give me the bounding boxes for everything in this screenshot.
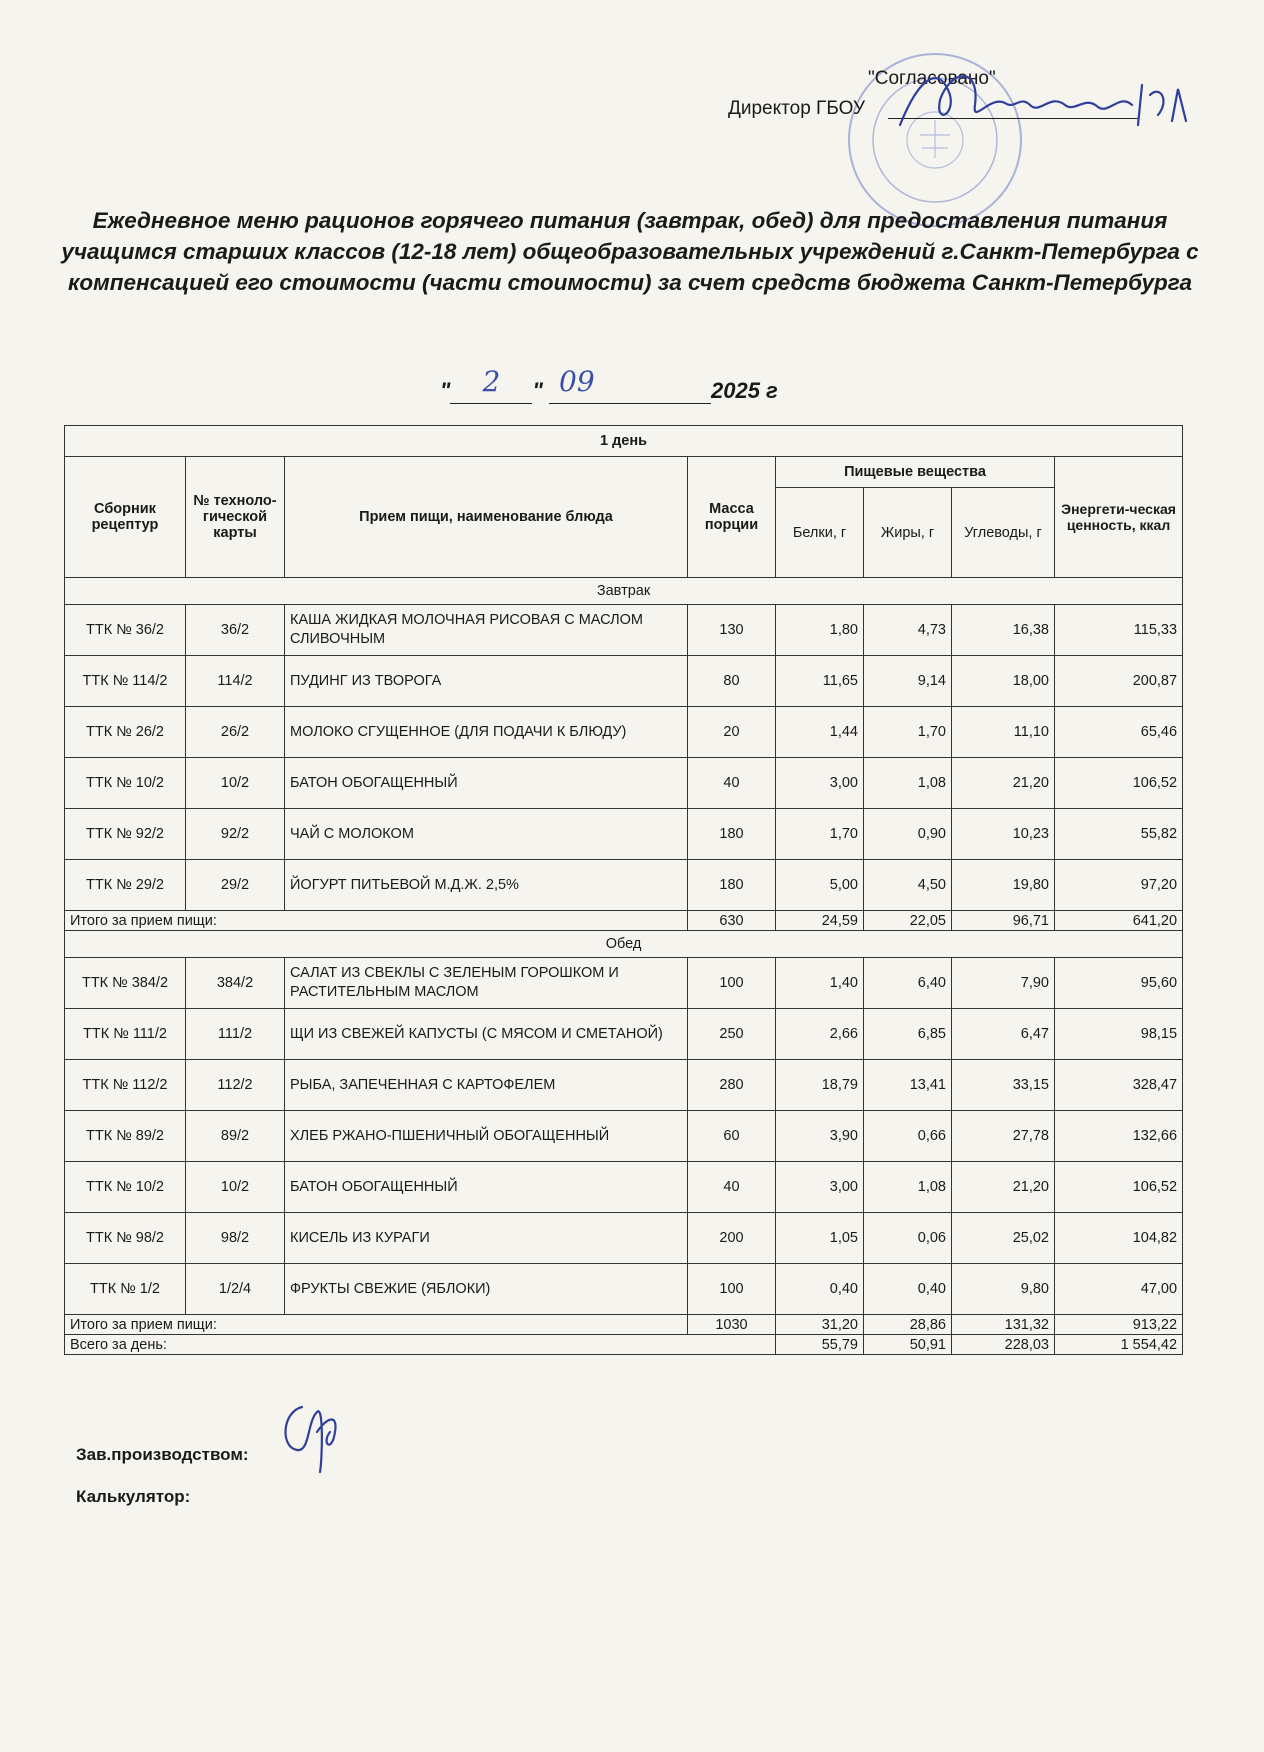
protein-cell: 3,00 <box>776 758 864 809</box>
protein-cell: 1,40 <box>776 958 864 1009</box>
tech-card-cell: 112/2 <box>186 1060 285 1111</box>
protein-cell: 1,80 <box>776 605 864 656</box>
recipe-book-cell: ТТК № 1/2 <box>65 1264 186 1315</box>
header-nutrients: Пищевые вещества <box>776 457 1055 488</box>
recipe-book-cell: ТТК № 89/2 <box>65 1111 186 1162</box>
mass-cell: 40 <box>688 1162 776 1213</box>
carbs-cell: 21,20 <box>952 1162 1055 1213</box>
carbs-cell: 11,10 <box>952 707 1055 758</box>
energy-cell: 95,60 <box>1055 958 1183 1009</box>
dish-name-cell: БАТОН ОБОГАЩЕННЫЙ <box>285 758 688 809</box>
recipe-book-cell: ТТК № 111/2 <box>65 1009 186 1060</box>
recipe-book-cell: ТТК № 92/2 <box>65 809 186 860</box>
protein-cell: 1,05 <box>776 1213 864 1264</box>
tech-card-cell: 10/2 <box>186 1162 285 1213</box>
protein-cell: 3,00 <box>776 1162 864 1213</box>
mass-cell: 280 <box>688 1060 776 1111</box>
tech-card-cell: 10/2 <box>186 758 285 809</box>
carbs-cell: 19,80 <box>952 860 1055 911</box>
table-row <box>65 958 1183 1009</box>
recipe-book-cell: ТТК № 10/2 <box>65 1162 186 1213</box>
dish-name-cell: РЫБА, ЗАПЕЧЕННАЯ С КАРТОФЕЛЕМ <box>285 1060 688 1111</box>
carbs-cell: 18,00 <box>952 656 1055 707</box>
day-header-row <box>65 426 1183 457</box>
header-row <box>65 457 1183 488</box>
mass-cell: 180 <box>688 809 776 860</box>
day-total-carbs-cell: 228,03 <box>952 1335 1055 1355</box>
table-row <box>65 1162 1183 1213</box>
fat-cell: 0,66 <box>864 1111 952 1162</box>
day-total-row <box>65 1335 1183 1355</box>
fat-cell: 6,40 <box>864 958 952 1009</box>
director-signature <box>880 55 1210 145</box>
agreed-label: "Согласовано" <box>868 68 996 89</box>
dish-name-cell: ЧАЙ С МОЛОКОМ <box>285 809 688 860</box>
table-row <box>65 1009 1183 1060</box>
dish-name-cell: ЙОГУРТ ПИТЬЕВОЙ М.Д.Ж. 2,5% <box>285 860 688 911</box>
carbs-cell: 16,38 <box>952 605 1055 656</box>
total-energy-cell: 641,20 <box>1055 911 1183 931</box>
protein-cell: 3,90 <box>776 1111 864 1162</box>
recipe-book-cell: ТТК № 29/2 <box>65 860 186 911</box>
table-row <box>65 1264 1183 1315</box>
table-row <box>65 1111 1183 1162</box>
menu-table <box>64 425 1183 1355</box>
fat-cell: 0,40 <box>864 1264 952 1315</box>
section-title: Обед <box>65 931 1183 958</box>
header-name: Прием пищи, наименование блюда <box>285 457 688 578</box>
energy-cell: 104,82 <box>1055 1213 1183 1264</box>
dish-name-cell: ЩИ ИЗ СВЕЖЕЙ КАПУСТЫ (С МЯСОМ И СМЕТАНОЙ) <box>285 1009 688 1060</box>
fat-cell: 4,73 <box>864 605 952 656</box>
table-row <box>65 1060 1183 1111</box>
dish-name-cell: БАТОН ОБОГАЩЕННЫЙ <box>285 1162 688 1213</box>
total-fat-cell: 22,05 <box>864 911 952 931</box>
fat-cell: 1,08 <box>864 1162 952 1213</box>
mass-cell: 80 <box>688 656 776 707</box>
mass-cell: 130 <box>688 605 776 656</box>
table-row <box>65 707 1183 758</box>
header-card: № техноло-гической карты <box>186 457 285 578</box>
tech-card-cell: 114/2 <box>186 656 285 707</box>
table-row <box>65 809 1183 860</box>
day-value: 2 <box>482 365 501 398</box>
energy-cell: 200,87 <box>1055 656 1183 707</box>
year-value: 2025 г <box>711 378 778 403</box>
tech-card-cell: 98/2 <box>186 1213 285 1264</box>
energy-cell: 47,00 <box>1055 1264 1183 1315</box>
dish-name-cell: САЛАТ ИЗ СВЕКЛЫ С ЗЕЛЕНЫМ ГОРОШКОМ И РАСТИТЕЛЬНЫМ МАСЛОМ <box>285 958 688 1009</box>
mass-cell: 40 <box>688 758 776 809</box>
energy-cell: 98,15 <box>1055 1009 1183 1060</box>
mass-cell: 60 <box>688 1111 776 1162</box>
mass-cell: 20 <box>688 707 776 758</box>
protein-cell: 1,70 <box>776 809 864 860</box>
fat-cell: 1,70 <box>864 707 952 758</box>
dish-name-cell: МОЛОКО СГУЩЕННОЕ (ДЛЯ ПОДАЧИ К БЛЮДУ) <box>285 707 688 758</box>
recipe-book-cell: ТТК № 10/2 <box>65 758 186 809</box>
mass-cell: 250 <box>688 1009 776 1060</box>
energy-cell: 97,20 <box>1055 860 1183 911</box>
recipe-book-cell: ТТК № 98/2 <box>65 1213 186 1264</box>
carbs-cell: 25,02 <box>952 1213 1055 1264</box>
recipe-book-cell: ТТК № 384/2 <box>65 958 186 1009</box>
dish-name-cell: ХЛЕБ РЖАНО-ПШЕНИЧНЫЙ ОБОГАЩЕННЫЙ <box>285 1111 688 1162</box>
carbs-cell: 7,90 <box>952 958 1055 1009</box>
document-title: Ежедневное меню рационов горячего питания (завтрак, обед) для предоставления питания учащимся старших классов (12-18 лет) общеобразовательных учреждений г.Санкт-Петербурга с компенсацией его стоимости (части стоимости) за счет средств бюджета Санкт-Петербурга <box>61 208 1199 295</box>
energy-cell: 106,52 <box>1055 758 1183 809</box>
table-row <box>65 758 1183 809</box>
protein-cell: 18,79 <box>776 1060 864 1111</box>
fat-cell: 0,06 <box>864 1213 952 1264</box>
header-book: Сборник рецептур <box>65 457 186 578</box>
carbs-cell: 10,23 <box>952 809 1055 860</box>
header-energy: Энергети-ческая ценность, ккал <box>1055 457 1183 578</box>
total-mass-cell: 630 <box>688 911 776 931</box>
total-carbs-cell: 131,32 <box>952 1315 1055 1335</box>
fat-cell: 4,50 <box>864 860 952 911</box>
dish-name-cell: КАША ЖИДКАЯ МОЛОЧНАЯ РИСОВАЯ С МАСЛОМ СЛИВОЧНЫМ <box>285 605 688 656</box>
energy-cell: 115,33 <box>1055 605 1183 656</box>
mass-cell: 100 <box>688 958 776 1009</box>
energy-cell: 55,82 <box>1055 809 1183 860</box>
meal-total-label: Итого за прием пищи: <box>65 1315 688 1335</box>
recipe-book-cell: ТТК № 26/2 <box>65 707 186 758</box>
day-total-protein-cell: 55,79 <box>776 1335 864 1355</box>
tech-card-cell: 92/2 <box>186 809 285 860</box>
table-row <box>65 1213 1183 1264</box>
table-row <box>65 860 1183 911</box>
tech-card-cell: 384/2 <box>186 958 285 1009</box>
tech-card-cell: 36/2 <box>186 605 285 656</box>
table-row <box>65 605 1183 656</box>
quote-close: " <box>532 378 543 403</box>
energy-cell: 132,66 <box>1055 1111 1183 1162</box>
day-total-energy-cell: 1 554,42 <box>1055 1335 1183 1355</box>
fat-cell: 6,85 <box>864 1009 952 1060</box>
protein-cell: 2,66 <box>776 1009 864 1060</box>
meal-total-row <box>65 1315 1183 1335</box>
carbs-cell: 27,78 <box>952 1111 1055 1162</box>
carbs-cell: 33,15 <box>952 1060 1055 1111</box>
meal-total-label: Итого за прием пищи: <box>65 911 688 931</box>
month-value: 09 <box>559 365 595 398</box>
carbs-cell: 9,80 <box>952 1264 1055 1315</box>
approval-block <box>0 0 1264 150</box>
total-mass-cell: 1030 <box>688 1315 776 1335</box>
tech-card-cell: 26/2 <box>186 707 285 758</box>
day-label: 1 день <box>65 426 1183 457</box>
section-row <box>65 578 1183 605</box>
production-head-signature <box>272 1392 352 1477</box>
header-fat: Жиры, г <box>864 488 952 578</box>
recipe-book-cell: ТТК № 36/2 <box>65 605 186 656</box>
protein-cell: 0,40 <box>776 1264 864 1315</box>
protein-cell: 5,00 <box>776 860 864 911</box>
recipe-book-cell: ТТК № 112/2 <box>65 1060 186 1111</box>
mass-cell: 180 <box>688 860 776 911</box>
production-head-label: Зав.производством: <box>76 1445 249 1464</box>
mass-cell: 100 <box>688 1264 776 1315</box>
header-protein: Белки, г <box>776 488 864 578</box>
carbs-cell: 21,20 <box>952 758 1055 809</box>
tech-card-cell: 89/2 <box>186 1111 285 1162</box>
protein-cell: 11,65 <box>776 656 864 707</box>
meal-total-row <box>65 911 1183 931</box>
dish-name-cell: ФРУКТЫ СВЕЖИЕ (ЯБЛОКИ) <box>285 1264 688 1315</box>
header-mass: Масса порции <box>688 457 776 578</box>
tech-card-cell: 29/2 <box>186 860 285 911</box>
total-energy-cell: 913,22 <box>1055 1315 1183 1335</box>
section-row <box>65 931 1183 958</box>
total-fat-cell: 28,86 <box>864 1315 952 1335</box>
fat-cell: 13,41 <box>864 1060 952 1111</box>
calculator-label: Калькулятор: <box>76 1487 191 1506</box>
energy-cell: 328,47 <box>1055 1060 1183 1111</box>
date-line <box>440 365 778 404</box>
total-protein-cell: 31,20 <box>776 1315 864 1335</box>
quote-open: " <box>440 378 451 403</box>
director-label: Директор ГБОУ <box>728 98 866 119</box>
tech-card-cell: 1/2/4 <box>186 1264 285 1315</box>
fat-cell: 1,08 <box>864 758 952 809</box>
energy-cell: 65,46 <box>1055 707 1183 758</box>
fat-cell: 9,14 <box>864 656 952 707</box>
dish-name-cell: КИСЕЛЬ ИЗ КУРАГИ <box>285 1213 688 1264</box>
day-field <box>450 365 532 404</box>
recipe-book-cell: ТТК № 114/2 <box>65 656 186 707</box>
mass-cell: 200 <box>688 1213 776 1264</box>
carbs-cell: 6,47 <box>952 1009 1055 1060</box>
fat-cell: 0,90 <box>864 809 952 860</box>
day-total-fat-cell: 50,91 <box>864 1335 952 1355</box>
total-protein-cell: 24,59 <box>776 911 864 931</box>
table-row <box>65 656 1183 707</box>
protein-cell: 1,44 <box>776 707 864 758</box>
day-total-label: Всего за день: <box>65 1335 776 1355</box>
month-field <box>549 365 711 404</box>
tech-card-cell: 111/2 <box>186 1009 285 1060</box>
total-carbs-cell: 96,71 <box>952 911 1055 931</box>
header-carbs: Углеводы, г <box>952 488 1055 578</box>
section-title: Завтрак <box>65 578 1183 605</box>
energy-cell: 106,52 <box>1055 1162 1183 1213</box>
dish-name-cell: ПУДИНГ ИЗ ТВОРОГА <box>285 656 688 707</box>
